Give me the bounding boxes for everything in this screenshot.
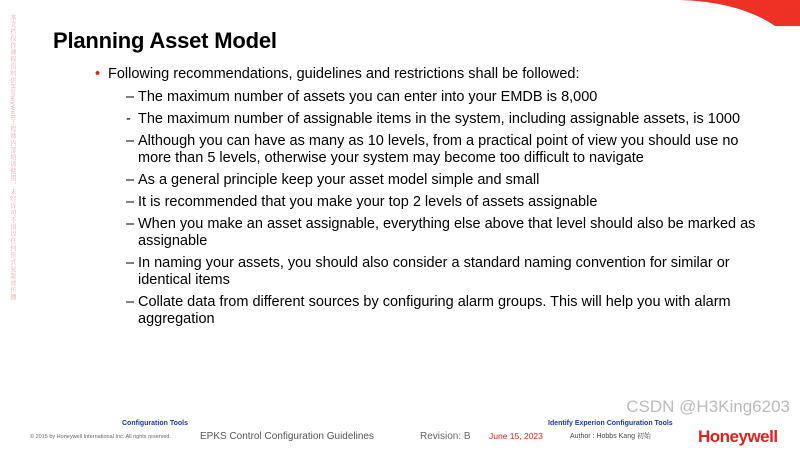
bullet-main	[95, 66, 775, 83]
dash-icon: –	[126, 133, 135, 149]
config-tools-label: Configuration Tools	[122, 420, 188, 427]
sub-bullet-text: Collate data from different sources by configuring alarm groups. This will help you with alarm aggregation	[138, 294, 731, 327]
doc-title: EPKS Control Configuration Guidelines	[200, 431, 374, 442]
revision: Revision: B	[420, 431, 471, 442]
sub-bullet	[95, 89, 775, 106]
identify-label: Identify Experion Configuration Tools	[548, 420, 673, 427]
sub-bullet-text: When you make an asset assignable, everything else above that level should also be marked as assignable	[138, 216, 756, 249]
sub-bullet	[95, 294, 775, 328]
dash-icon: –	[126, 89, 135, 105]
sub-bullet-text: It is recommended that you make your top 2 levels of assets assignable	[138, 194, 598, 210]
sub-bullet-list	[95, 89, 775, 328]
sub-bullet	[95, 194, 775, 211]
slide-content	[95, 66, 775, 333]
copyright: © 2015 by Honeywell International Inc. All rights reserved.	[30, 434, 172, 440]
bullet-text: Following recommendations, guidelines and restrictions shall be followed:	[108, 66, 580, 82]
bullet-icon: •	[95, 66, 101, 82]
dash-icon: –	[126, 194, 135, 210]
date: June 15, 2023	[489, 431, 543, 441]
side-watermark: 本文档仅作课程资料供Honeywell工程师内部培训使用，未经许可不得以任何形式复制或传播	[9, 14, 16, 301]
author: Author : Hobbs Kang 初始	[570, 433, 651, 440]
sub-bullet-text: In naming your assets, you should also consider a standard naming convention for similar or identical items	[138, 255, 730, 288]
sub-bullet	[95, 216, 775, 250]
brand-swoosh	[660, 0, 800, 26]
slide-title: Planning Asset Model	[53, 28, 277, 53]
sub-bullet	[95, 133, 775, 167]
dash-icon: –	[126, 294, 135, 310]
dash-icon: –	[126, 255, 135, 271]
sub-bullet-text: As a general principle keep your asset model simple and small	[138, 172, 540, 188]
sub-bullet	[95, 111, 775, 128]
sub-bullet-text: The maximum number of assignable items in the system, including assignable assets, is 1000	[138, 111, 741, 127]
sub-bullet	[95, 172, 775, 189]
sub-bullet	[95, 255, 775, 289]
dash-icon: –	[126, 172, 135, 188]
sub-bullet-text: Although you can have as many as 10 levels, from a practical point of view you should use no more than 5 levels, otherwise your system may become too difficult to navigate	[138, 133, 739, 166]
csdn-watermark: CSDN @H3King6203	[626, 397, 790, 416]
sub-bullet-text: The maximum number of assets you can enter into your EMDB is 8,000	[138, 89, 598, 105]
dash-icon: -	[126, 111, 131, 127]
dash-icon: –	[126, 216, 135, 232]
honeywell-logo: Honeywell	[698, 427, 778, 446]
